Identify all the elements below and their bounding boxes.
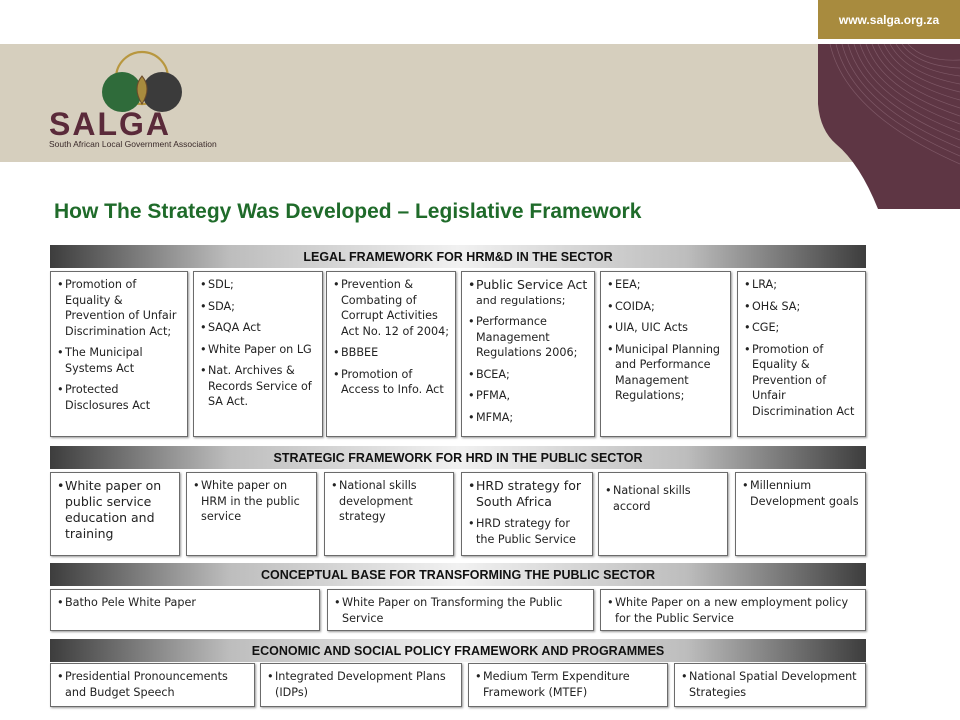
list-item: • LRA; [744,277,861,293]
list-item: • Medium Term Expenditure Framework (MTEF) [475,669,663,700]
list-item: • BCEA; [468,367,590,383]
list-item: • Prevention & Combating of Corrupt Activities Act No. 12 of 2004; [333,277,451,339]
list-item: • HRD strategy for the Public Service [468,516,588,547]
list-item: • Presidential Pronouncements and Budget Speech [57,669,250,700]
list-item: • Performance Management Regulations 2006; [468,314,590,361]
economic-box-3 [468,663,668,707]
section-heading-legal: LEGAL FRAMEWORK FOR HRM&D IN THE SECTOR [50,245,866,268]
list-item: • Promotion of Access to Info. Act [333,367,451,398]
legal-box-6 [737,271,866,437]
list-item: • White Paper on Transforming the Public Service [334,595,589,626]
legal-box-1 [50,271,188,437]
conceptual-box-3 [600,589,866,631]
economic-box-2 [260,663,462,707]
page-title: How The Strategy Was Developed – Legislative Framework [54,200,642,223]
list-item: • White paper on public service education and training [57,478,175,542]
list-item: • Protected Disclosures Act [57,382,183,413]
list-item: • Municipal Planning and Performance Management Regulations; [607,342,726,404]
list-item: • White Paper on LG [200,342,318,358]
conceptual-box-1 [50,589,320,631]
list-item: • CGE; [744,320,861,336]
list-item: • White Paper on a new employment policy for the Public Service [607,595,861,626]
list-item: • Nat. Archives & Records Service of SA Act. [200,363,318,410]
list-item: • National skills accord [605,483,723,514]
section-heading-strategic: STRATEGIC FRAMEWORK FOR HRD IN THE PUBLIC SECTOR [50,446,866,469]
list-item-main: Public Service Act [476,277,588,292]
section-heading-conceptual: CONCEPTUAL BASE FOR TRANSFORMING THE PUBLIC SECTOR [50,563,866,586]
strategic-box-4 [461,472,593,556]
strategic-box-2 [186,472,317,556]
list-item: • Integrated Development Plans (IDPs) [267,669,457,700]
economic-box-1 [50,663,255,707]
section-heading-economic: ECONOMIC AND SOCIAL POLICY FRAMEWORK AND PROGRAMMES [50,639,866,662]
strategic-box-6 [735,472,866,556]
list-item: • SAQA Act [200,320,318,336]
list-item: • EEA; [607,277,726,293]
list-item: • PFMA, [468,388,590,404]
legal-box-4 [461,271,595,437]
legal-box-5 [600,271,731,437]
list-item-sub: and regulations; [476,294,566,307]
list-item: • OH& SA; [744,299,861,315]
strategic-box-5 [598,472,728,556]
list-item: • Promotion of Equality & Prevention of Unfair Discrimination Act; [57,277,183,339]
logo-subtitle: South African Local Government Association [49,139,217,149]
list-item: • BBBEE [333,345,451,361]
list-item: • COIDA; [607,299,726,315]
website-url[interactable]: www.salga.org.za [818,0,960,39]
list-item: • The Municipal Systems Act [57,345,183,376]
legal-box-3 [326,271,456,437]
list-item: • National skills development strategy [331,478,449,525]
list-item: • Millennium Development goals [742,478,861,509]
list-item: • SDL; [200,277,318,293]
conceptual-box-2 [327,589,594,631]
strategic-box-3 [324,472,454,556]
strategic-box-1 [50,472,180,556]
list-item: • MFMA; [468,410,590,426]
list-item: • Batho Pele White Paper [57,595,315,611]
list-item [468,277,590,308]
list-item: • White paper on HRM in the public service [193,478,312,525]
list-item: • UIA, UIC Acts [607,320,726,336]
legal-box-2 [193,271,323,437]
list-item: • SDA; [200,299,318,315]
list-item: • National Spatial Development Strategies [681,669,861,700]
list-item: • Promotion of Equality & Prevention of Unfair Discrimination Act [744,342,861,420]
economic-box-4 [674,663,866,707]
logo-wordmark: SALGA [49,106,171,142]
list-item: • HRD strategy for South Africa [468,478,588,510]
